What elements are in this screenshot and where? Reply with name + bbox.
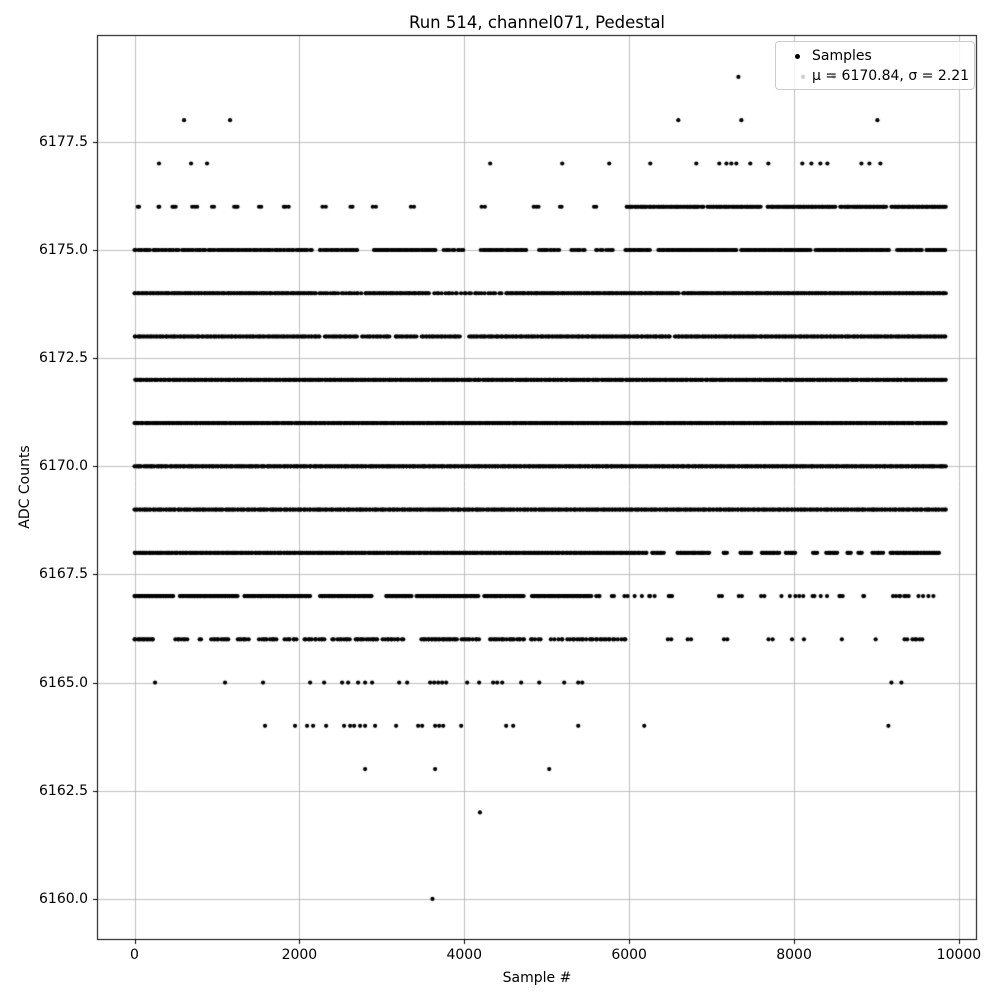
x-tick-label: 10000 (936, 947, 982, 963)
legend-samples-label: Samples (812, 48, 872, 64)
y-tick-label: 6172.5 (39, 350, 88, 367)
legend-stats-label: μ = 6170.84, σ = 2.21 (812, 68, 970, 84)
y-tick-label: 6170.0 (39, 458, 88, 475)
y-tick-label: 6177.5 (39, 133, 88, 150)
x-tick-label: 8000 (776, 947, 812, 963)
x-tick-label: 6000 (611, 947, 647, 963)
legend-dot-icon (782, 54, 812, 59)
legend-item-stats (782, 66, 970, 86)
x-tick-label: 2000 (281, 947, 318, 963)
legend (775, 41, 975, 90)
x-tick-label: 4000 (446, 947, 483, 963)
y-tick-label: 6167.5 (39, 566, 88, 583)
y-tick-label: 6165.0 (39, 674, 88, 691)
y-tick-label: 6160.0 (39, 890, 88, 907)
y-tick-label: 6175.0 (39, 242, 88, 258)
y-tick-label: 6162.5 (39, 782, 88, 799)
x-tick-label: 0 (130, 947, 139, 963)
chart-title: Run 514, channel071, Pedestal (408, 13, 666, 32)
x-axis-label: Sample # (502, 970, 572, 986)
y-axis-label: ADC Counts (17, 445, 33, 529)
legend-item-samples (782, 46, 970, 66)
